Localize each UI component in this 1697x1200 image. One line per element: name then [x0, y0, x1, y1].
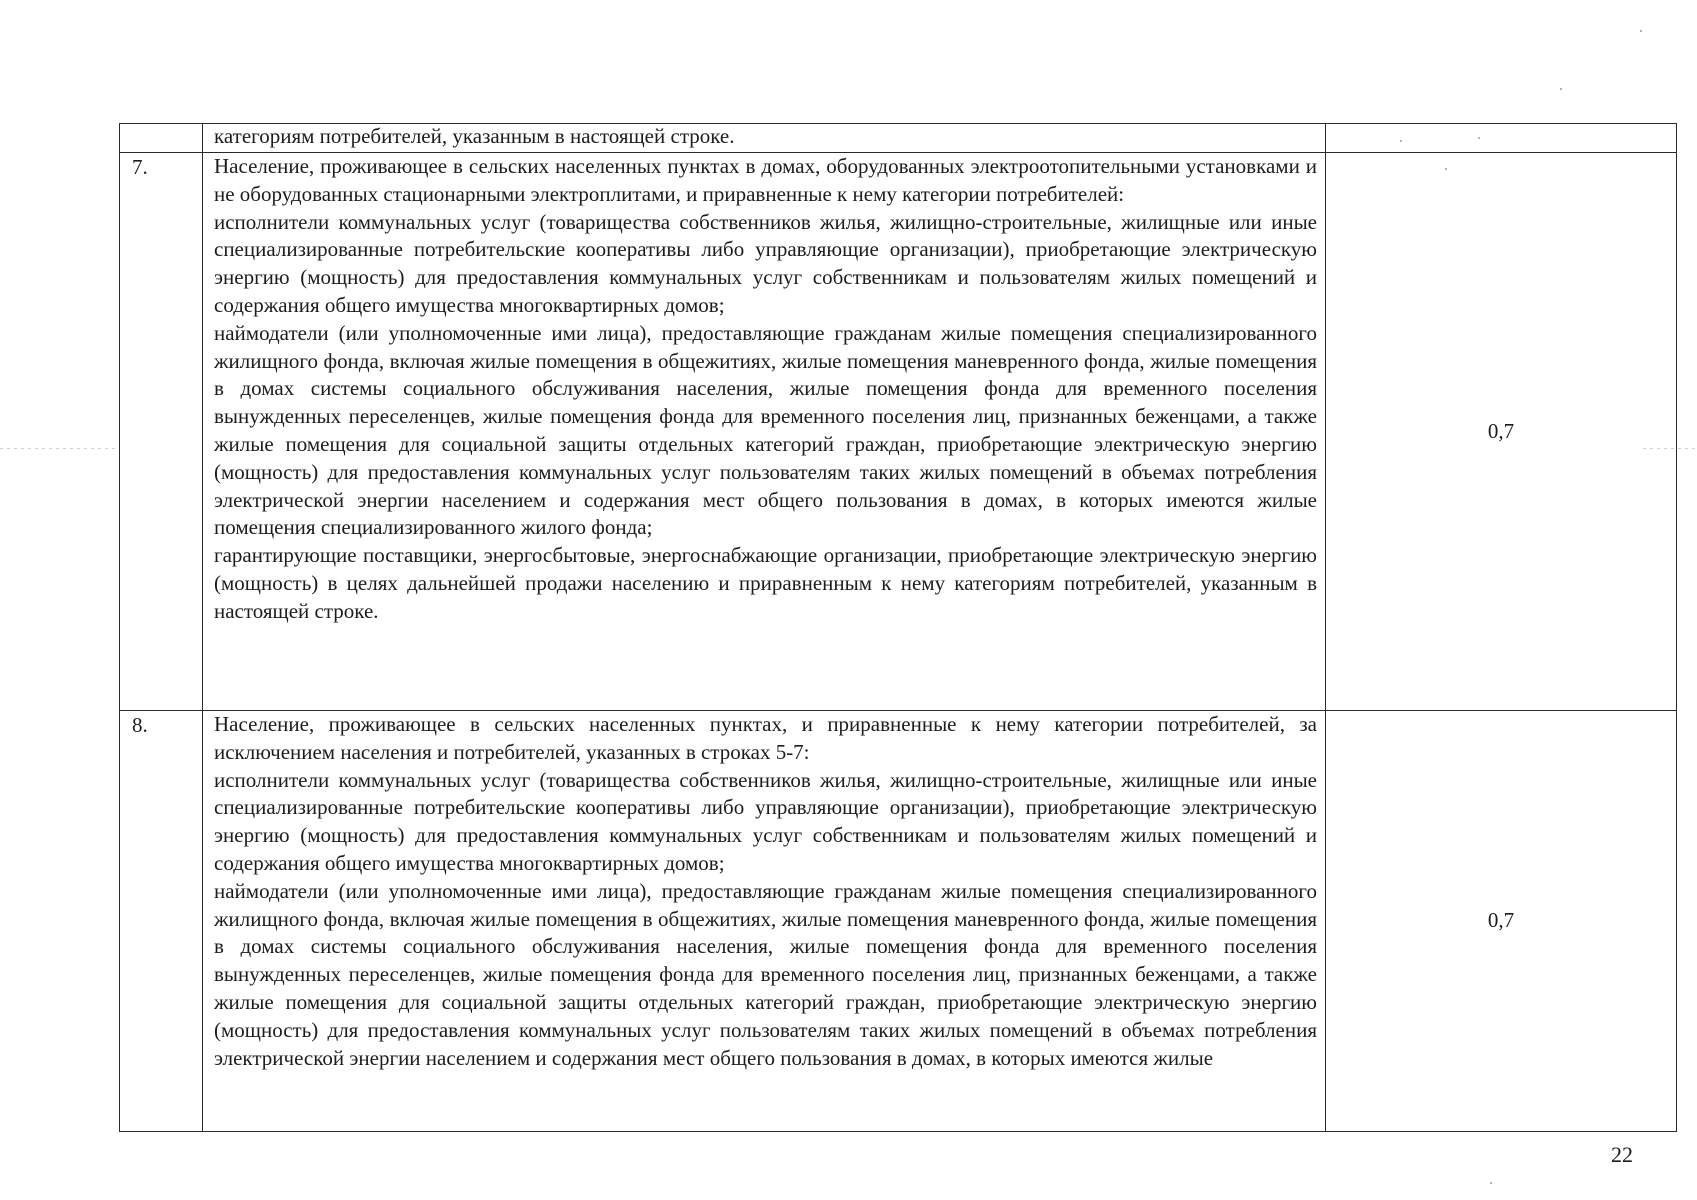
row-paragraph: Население, проживающее в сельских населенных пунктах в домах, оборудованных электроотопительными установками и не оборудованных стационарными электроплитами, и приравненные к нему категории потребителей:: [214, 154, 1317, 206]
row-paragraph: исполнители коммунальных услуг (товарищества собственников жилья, жилищно-строительные, жилищные или иные специализированные потребительские кооперативы либо управляющие организации), приобретающие электрическую энергию (мощность) для предоставления коммунальных услуг собственникам и пользователям жилых помещений и содержания общего имущества многоквартирных домов;: [214, 209, 1317, 317]
scan-speck: [1490, 1182, 1492, 1184]
row-number: 7.: [120, 153, 203, 711]
tariff-table: [119, 123, 1677, 1132]
scan-speck: [1560, 88, 1562, 90]
row-paragraph: исполнители коммунальных услуг (товарищества собственников жилья, жилищно-строительные, жилищные или иные специализированные потребительские кооперативы либо управляющие организации), приобретающие электрическую энергию (мощность) для предоставления коммунальных услуг собственникам и пользователям жилых помещений и содержания общего имущества многоквартирных домов;: [214, 767, 1317, 875]
row-description: [203, 153, 1326, 711]
row-paragraph: наймодатели (или уполномоченные ими лица), предоставляющие гражданам жилые помещения специализированного жилищного фонда, включая жилые помещения в общежитиях, жилые помещения маневренного фонда, жилые помещения в домах системы социального обслуживания населения, жилые помещения фонда для временного поселения вынужденных переселенцев, жилые помещения фонда для временного поселения лиц, признанных беженцами, а также жилые помещения для социальной защиты отдельных категорий граждан, приобретающие электрическую энергию (мощность) для предоставления коммунальных услуг пользователям таких жилых помещений в объемах потребления электрической энергии населением и содержания мест общего пользования в домах, в которых имеются жилые помещения специализированного жилого фонда;: [214, 320, 1317, 540]
scan-dash: [0, 448, 118, 449]
row-value: 0,7: [1326, 711, 1677, 1132]
table-row: [120, 711, 1677, 1132]
page-number: 22: [1611, 1142, 1633, 1167]
table-row: [120, 153, 1677, 711]
row-number: [120, 124, 203, 153]
row-description: [203, 711, 1326, 1132]
row-paragraph: категориям потребителей, указанным в настоящей строке.: [214, 124, 735, 148]
scan-speck: [1640, 30, 1642, 32]
row-paragraph: Население, проживающее в сельских населенных пунктах, и приравненные к нему категории потребителей, за исключением населения и потребителей, указанных в строках 5-7:: [214, 712, 1317, 764]
row-description-clip: [214, 711, 1317, 1131]
table-row: [120, 124, 1677, 153]
row-value: [1326, 124, 1677, 153]
row-paragraph: гарантирующие поставщики, энергосбытовые, энергоснабжающие организации, приобретающие электрическую энергию (мощность) в целях дальнейшей продажи населению и приравненным к нему категориям потребителей, указанным в настоящей строке.: [214, 543, 1317, 623]
row-description: [203, 124, 1326, 153]
row-value: 0,7: [1326, 153, 1677, 711]
row-number: 8.: [120, 711, 203, 1132]
row-paragraph: наймодатели (или уполномоченные ими лица), предоставляющие гражданам жилые помещения специализированного жилищного фонда, включая жилые помещения в общежитиях, жилые помещения маневренного фонда, жилые помещения в домах системы социального обслуживания населения, жилые помещения фонда для временного поселения вынужденных переселенцев, жилые помещения фонда для временного поселения лиц, признанных беженцами, а также жилые помещения для социальной защиты отдельных категорий граждан, приобретающие электрическую энергию (мощность) для предоставления коммунальных услуг пользователям таких жилых помещений в объемах потребления электрической энергии населением и содержания мест общего пользования в домах, в которых имеются жилые: [214, 878, 1317, 1070]
